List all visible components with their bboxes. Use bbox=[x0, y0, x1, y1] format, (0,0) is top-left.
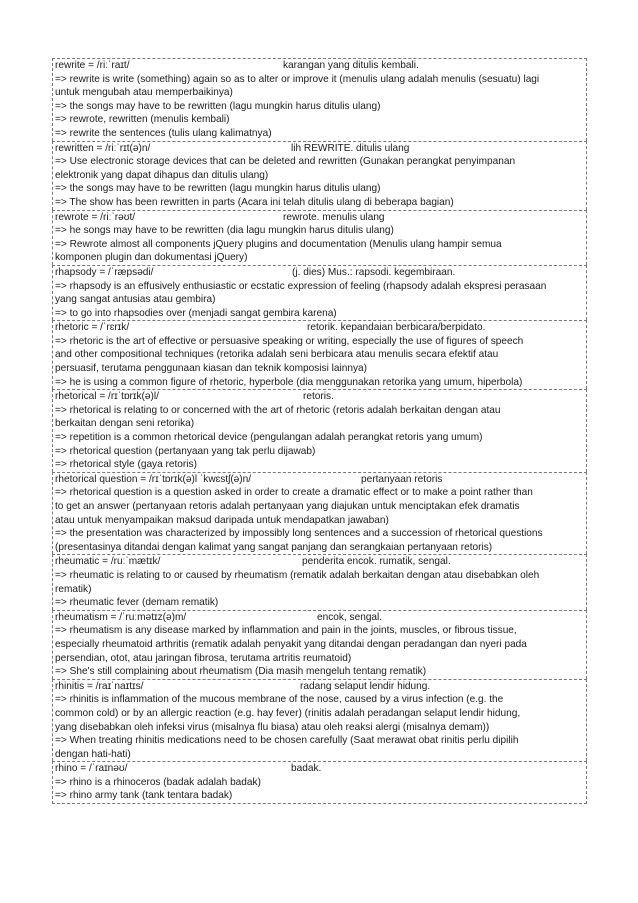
example-line: (presentasinya ditandai dengan kalimat yang sangat panjang dan serangkaian pertanyaan retoris) bbox=[55, 541, 493, 553]
entry-header bbox=[55, 390, 586, 404]
definition-line: => rhinitis is inflammation of the mucous membrane of the nose, caused by a virus infection (e.g. the bbox=[55, 694, 504, 706]
example-line: komponen plugin dan dokumentasi jQuery) bbox=[55, 252, 248, 264]
headword: rewrite = /riːˈraɪt/ bbox=[55, 60, 130, 71]
entry-header bbox=[55, 59, 586, 73]
definition-line: => rheumatism is any disease marked by inflammation and pain in the joints, muscles, or fibrous tissue, bbox=[55, 625, 517, 637]
example-line: => rheumatic fever (demam rematik) bbox=[55, 597, 219, 609]
entry-header bbox=[55, 321, 586, 335]
headword: rheumatic = /ruːˈmætɪk/ bbox=[55, 556, 161, 568]
entry-header bbox=[55, 473, 586, 487]
entry-rhino bbox=[52, 761, 587, 804]
headword: rhinitis = /raɪˈnaɪtɪs/ bbox=[55, 680, 144, 692]
headword: rheumatism = /ˈruːmətɪz(ə)m/ bbox=[55, 611, 187, 623]
entry-rhetoric bbox=[52, 320, 587, 389]
definition-line: => rhetorical is relating to or concerned with the art of rhetoric (retoris adalah berkaitan dengan atau bbox=[55, 404, 501, 416]
definition-line: especially rheumatoid arthritis (rematik adalah penyakit yang ditandai dengan peradangan dan nyeri pada bbox=[55, 638, 527, 650]
definition-line: and other compositional techniques (retorika adalah seni berbicara atau menulis secara efektif atau bbox=[55, 349, 499, 361]
translation: badak. bbox=[291, 763, 322, 775]
example-line: => the songs may have to be rewritten (lagu mungkin harus ditulis ulang) bbox=[55, 183, 381, 195]
definition-line: persendian, otot, atau jaringan fibrosa, terutama artritis reumatoid) bbox=[55, 652, 352, 664]
entry-header bbox=[55, 266, 586, 280]
definition-line: => rhetorical question is a question asked in order to create a dramatic effect or to make a point rather than bbox=[55, 487, 533, 499]
translation: radang selaput lendir hidung. bbox=[300, 680, 431, 692]
example-line: => rhetorical style (gaya retoris) bbox=[55, 459, 197, 471]
definition-line: yang disebabkan oleh infeksi virus (misalnya flu biasa) atau oleh reaksi alergi (misalnya demam)) bbox=[55, 721, 490, 733]
entry-rhinitis bbox=[52, 679, 587, 762]
dictionary-page bbox=[52, 58, 587, 804]
translation: karangan yang ditulis kembali. bbox=[283, 60, 419, 71]
example-line: => rewrote, rewritten (menulis kembali) bbox=[55, 114, 230, 126]
headword: rhetorical = /rɪˈtɒrɪk(ə)l/ bbox=[55, 391, 159, 403]
entry-rewrite bbox=[52, 58, 587, 141]
example-line: => rhino army tank (tank tentara badak) bbox=[55, 790, 233, 802]
definition-line: persuasif, terutama penggunaan kiasan dan teknik komposisi lainnya) bbox=[55, 363, 367, 375]
example-line: => he is using a common figure of rhetoric, hyperbole (dia menggunakan retorika yang umum, hiperbola) bbox=[55, 376, 523, 388]
headword: rhapsody = /ˈræpsədi/ bbox=[55, 266, 154, 278]
entry-header bbox=[55, 680, 586, 694]
example-line: => he songs may have to be rewritten (dia lagu mungkin harus ditulis ulang) bbox=[55, 225, 394, 237]
entry-rhetorical-question bbox=[52, 472, 587, 555]
translation: encok, sengal. bbox=[317, 611, 383, 623]
translation: retorik. kepandaian berbicara/berpidato. bbox=[307, 322, 486, 334]
definition-line: => rhino is a rhinoceros (badak adalah badak) bbox=[55, 776, 261, 788]
translation: (j. dies) Mus.: rapsodi. kegembiraan. bbox=[292, 266, 456, 278]
translation: penderita encok. rumatik, sengal. bbox=[302, 556, 451, 568]
example-line: => She's still complaining about rheumatism (Dia masih mengeluh tentang rematik) bbox=[55, 666, 427, 678]
headword: rhetorical question = /rɪˈtɒrɪk(ə)l ˈkwɛstʃ(ə)n/ bbox=[55, 473, 252, 485]
example-line: => the songs may have to be rewritten (lagu mungkin harus ditulis ulang) bbox=[55, 100, 381, 112]
example-line: => When treating rhinitis medications need to be chosen carefully (Saat merawat obat rinitis perlu dipilih bbox=[55, 735, 519, 747]
headword: rhetoric = /ˈrɛrɪk/ bbox=[55, 322, 130, 334]
entry-header bbox=[55, 142, 586, 156]
definition-line: => Use electronic storage devices that can be deleted and rewritten (Gunakan perangkat penyimpanan bbox=[55, 156, 516, 168]
example-line: => rewrite the sentences (tulis ulang kalimatnya) bbox=[55, 127, 272, 139]
definition-line: common cold) or by an allergic reaction (e.g. hay fever) (rinitis adalah peradangan selaput lendir hidung, bbox=[55, 707, 521, 719]
definition-line: => rewrite is write (something) again so as to alter or improve it (menulis ulang adalah menulis (sesuatu) lagi bbox=[55, 73, 540, 85]
entry-header bbox=[55, 611, 586, 625]
translation: retoris. bbox=[303, 391, 334, 403]
headword: rewrote = /riːˈrəʊt/ bbox=[55, 211, 136, 223]
definition-line: to get an answer (pertanyaan retoris adalah pertanyaan yang diajukan untuk menciptakan efek dramatis bbox=[55, 501, 520, 512]
definition-line: berkaitan dengan seni retorika) bbox=[55, 418, 195, 430]
example-line: => Rewrote almost all components jQuery plugins and documentation (Menulis ulang hampir semua bbox=[55, 238, 502, 250]
example-line: dengan hati-hati) bbox=[55, 748, 131, 760]
definition-line: => rhetoric is the art of effective or persuasive speaking or writing, especially the use of figures of speech bbox=[55, 335, 524, 347]
entry-rhetorical bbox=[52, 389, 587, 472]
entry-rheumatic bbox=[52, 554, 587, 609]
entry-header bbox=[55, 762, 586, 776]
example-line: => repetition is a common rhetorical device (pengulangan adalah perangkat retoris yang umum) bbox=[55, 432, 483, 444]
entry-rewrote bbox=[52, 210, 587, 265]
example-line: => the presentation was characterized by impossibly long sentences and a succession of rhetorical questions bbox=[55, 528, 543, 540]
translation: pertanyaan retoris bbox=[361, 473, 443, 485]
definition-line: atau untuk menyampaikan maksud daripada untuk mendapatkan jawaban) bbox=[55, 514, 389, 526]
definition-line: => rheumatic is relating to or caused by rheumatism (rematik adalah berkaitan dengan atau disebabkan oleh bbox=[55, 569, 540, 581]
translation: rewrote. menulis ulang bbox=[283, 211, 385, 223]
entry-rewritten bbox=[52, 141, 587, 210]
headword: rewritten = /riːˈrɪt(ə)n/ bbox=[55, 142, 151, 154]
headword: rhino = /ˈraɪnəʊ/ bbox=[55, 763, 128, 775]
definition-line: elektronik yang dapat dihapus dan ditulis ulang) bbox=[55, 169, 269, 181]
entry-rheumatism bbox=[52, 610, 587, 679]
definition-line: => rhapsody is an effusively enthusiastic or ecstatic expression of feeling (rhapsody adalah ekspresi perasaan bbox=[55, 280, 547, 292]
example-line: => to go into rhapsodies over (menjadi sangat gembira karena) bbox=[55, 307, 337, 319]
example-line: => rhetorical question (pertanyaan yang tak perlu dijawab) bbox=[55, 445, 316, 457]
definition-line: rematik) bbox=[55, 583, 92, 595]
entry-rhapsody bbox=[52, 265, 587, 320]
example-line: => The show has been rewritten in parts (Acara ini telah ditulis ulang di beberapa bagian) bbox=[55, 196, 454, 208]
entry-header bbox=[55, 555, 586, 569]
definition-line: yang sangat antusias atau gembira) bbox=[55, 294, 216, 306]
entry-header bbox=[55, 211, 586, 225]
translation: lih REWRITE. ditulis ulang bbox=[291, 142, 410, 154]
definition-line: untuk mengubah atau memperbaikinya) bbox=[55, 87, 233, 99]
